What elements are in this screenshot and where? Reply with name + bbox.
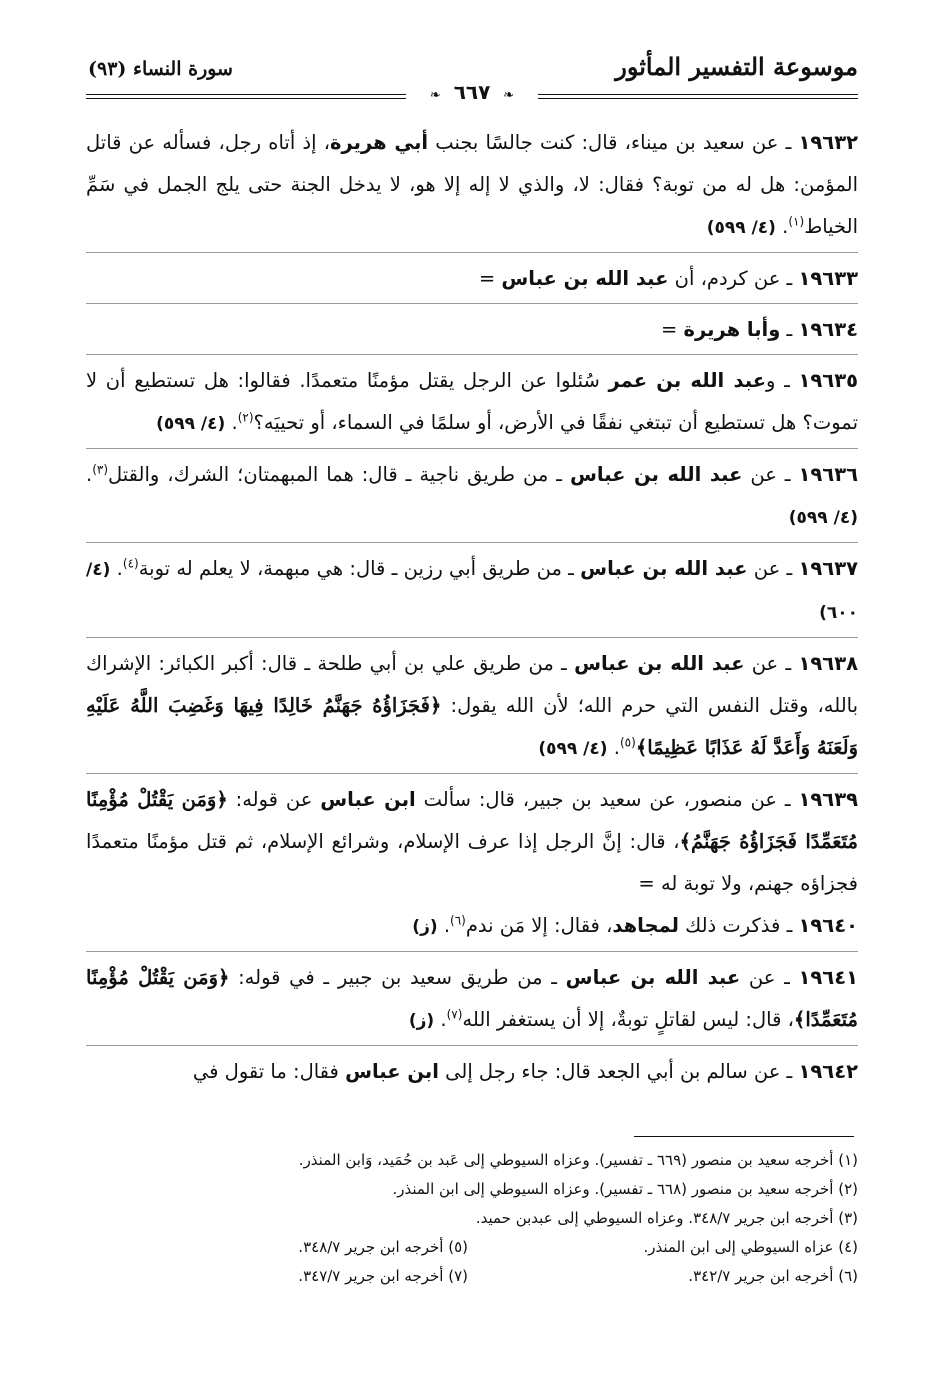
entry-text: سُئلوا عن الرجل يقتل مؤمنًا متعمدًا. فقالوا: هل تستطيع أن لا تموت؟ هل تستطيع أن تبتغي نفقًا في الأرض، أو سلمًا في السماء، أو تحييَه؟ <box>86 369 858 434</box>
book-title: موسوعة التفسير المأثور <box>615 52 858 81</box>
narrator-name: عبد الله بن عباس <box>580 557 748 580</box>
footnote-3 <box>86 1204 858 1233</box>
entry-19632 <box>86 122 858 253</box>
narrator-name: لمجاهد <box>612 914 679 937</box>
narrator-name: عبد الله بن عباس <box>501 267 669 290</box>
footnote-text: (٣) أخرجه ابن جرير ٣٤٨/٧. وعزاه السيوطي إلى عبدبن حميد. <box>475 1209 858 1227</box>
entry-text: . <box>86 463 93 486</box>
footnote-row-4-5 <box>86 1233 858 1262</box>
volume-reference: (٤/ ٥٩٩) <box>706 218 776 238</box>
quran-verse: ﴿وَمَن يَقْتُلْ مُؤْمِنًا مُتَعَمِّدًا فَجَزَاؤُهُ جَهَنَّمُ﴾ <box>86 788 858 853</box>
footnote-marker[interactable]: (١) <box>788 214 805 229</box>
footnote-6: (٦) أخرجه ابن جرير ٣٤٢/٧. <box>688 1267 858 1285</box>
volume-reference: (٤/ ٥٩٩) <box>538 739 608 759</box>
entry-text: . <box>225 411 238 434</box>
footnote-2 <box>86 1175 858 1204</box>
footnote-marker[interactable]: (٢) <box>237 410 254 425</box>
narrator-name: ابن عباس <box>345 1060 439 1083</box>
narrator-name: عبد الله بن عباس <box>565 966 741 989</box>
entry-number: ١٩٦٣٥ <box>798 369 858 392</box>
narrator-name: عبد الله بن عباس <box>574 652 745 675</box>
header-rule-right <box>538 94 858 99</box>
footnote-marker[interactable]: (٦) <box>450 913 466 928</box>
entry-text: ـ عن منصور، عن سعيد بن جبير، قال: سألت <box>415 788 799 811</box>
entry-text: ـ من طريق سعيد بن جبير ـ في قوله: <box>229 966 566 989</box>
entry-text: = <box>660 318 684 341</box>
footnote-marker[interactable]: (٥) <box>619 735 636 750</box>
entry-text: ـ من طريق ناجية ـ قال: هما المبهمتان؛ الشرك، والقتل <box>108 463 570 486</box>
entry-19640 <box>86 905 858 952</box>
entry-number: ١٩٦٣٨ <box>798 652 858 675</box>
entry-text: ـ عن كردم، أن <box>668 267 799 290</box>
entry-text: ـ عن <box>740 966 799 989</box>
entry-number: ١٩٦٣٩ <box>798 788 858 811</box>
entry-number: ١٩٦٣٧ <box>798 557 859 580</box>
entry-number: ١٩٦٣٦ <box>798 463 858 486</box>
footnote-marker[interactable]: (٧) <box>446 1007 463 1022</box>
entry-19637 <box>86 548 858 638</box>
footnote-4: (٤) عزاه السيوطي إلى ابن المنذر. <box>643 1238 858 1256</box>
quran-verse: ﴿وَمَن يَقْتُلْ مُؤْمِنًا مُتَعَمِّدًا﴾ <box>86 966 858 1031</box>
entry-text: ـ عن <box>747 557 799 580</box>
footnote-text: (٢) أخرجه سعيد بن منصور (٦٦٨ ـ تفسير). وعزاه السيوطي إلى ابن المنذر. <box>392 1180 858 1198</box>
entry-text: ـ عن <box>744 652 799 675</box>
footnotes <box>86 1146 858 1291</box>
header-rule-left <box>86 94 406 99</box>
entry-text: ، قال: إنَّ الرجل إذا عرف الإسلام، وشرائع الإسلام، ثم قتل مؤمنًا متعمدًا فجزاؤه جهنم، ولا توبة له = <box>86 830 858 895</box>
footnote-row-6-7 <box>86 1262 858 1291</box>
entry-text: ـ فذكرت ذلك <box>678 914 799 937</box>
entry-number: ١٩٦٤٠ <box>798 914 858 937</box>
entry-text: = <box>478 267 502 290</box>
footnote-text: (١) أخرجه سعيد بن منصور (٦٦٩ ـ تفسير). وعزاه السيوطي إلى عَبد بن حُمَيد، وَابن المنذر. <box>298 1151 858 1169</box>
entry-19635 <box>86 360 858 449</box>
entry-number: ١٩٦٣٢ <box>798 131 858 154</box>
entry-19636 <box>86 454 858 543</box>
entry-text: ، قال: ليس لقاتلٍ توبةٌ، إلا أن يستغفر الله <box>462 1008 794 1031</box>
entry-number: ١٩٦٣٣ <box>798 267 858 290</box>
header-rule <box>86 80 858 106</box>
quran-verse: ﴿فَجَزَاؤُهُ جَهَنَّمُ خَالِدًا فِيهَا وَغَضِبَ اللَّهُ عَلَيْهِ وَلَعَنَهُ وَأَعَدَّ لَهُ عَذَابًا عَظِيمًا﴾ <box>86 694 858 759</box>
volume-reference: (٤/ ٥٩٩) <box>156 414 226 434</box>
narrator-name: أبي هريرة <box>330 131 429 154</box>
entry-19634 <box>86 309 858 355</box>
entry-19639 <box>86 779 858 905</box>
entry-19641 <box>86 957 858 1046</box>
footnote-5: (٥) أخرجه ابن جرير ٣٤٨/٧. <box>298 1238 468 1256</box>
entry-text: . <box>434 1008 447 1031</box>
entry-text: . <box>437 914 451 937</box>
entry-text: ـ عن <box>742 463 799 486</box>
entry-text: فقال: ما تقول في <box>192 1060 346 1083</box>
volume-reference: (ز) <box>408 1011 435 1031</box>
entry-text: ـ عن سعيد بن ميناء، قال: كنت جالسًا بجنب <box>428 131 799 154</box>
entry-text: ـ و <box>766 369 799 392</box>
footnote-separator <box>634 1136 854 1137</box>
narrator-name: عبد الله بن عمر <box>608 369 767 392</box>
volume-reference: (ز) <box>412 917 438 937</box>
entry-text: ـ <box>780 318 799 341</box>
footnote-7: (٧) أخرجه ابن جرير ٣٤٧/٧. <box>298 1267 468 1285</box>
entry-text: . <box>607 736 620 759</box>
entry-number: ١٩٦٤٢ <box>798 1060 858 1083</box>
main-text <box>86 122 858 1101</box>
ornament-icon: ❧ <box>429 88 441 103</box>
entry-text: ، فقال: إلا مَن ندم <box>465 914 613 937</box>
entry-19642 <box>86 1051 858 1096</box>
entry-19633 <box>86 258 858 304</box>
narrator-name: ابن عباس <box>320 788 416 811</box>
entry-text: ـ من طريق أبي رزين ـ قال: هي مبهمة، لا يعلم له توبة <box>138 557 581 580</box>
entry-text: ـ من طريق علي بن أبي طلحة ـ قال: أكبر الكبائر: الإشراك بالله، وقتل النفس التي حرم الله؛ لأن الله يقول: <box>86 652 858 717</box>
footnote-marker[interactable]: (٤) <box>122 556 139 571</box>
entry-number: ١٩٦٣٤ <box>798 318 858 341</box>
page-number-block <box>424 80 520 104</box>
entry-text: ، إذ أتاه رجل، فسأله عن قاتل المؤمن: هل له من توبة؟ فقال: لا، والذي لا إله إلا هو، لا يدخل الجنة حتى يلج الجمل في سَمِّ الخياط <box>86 131 858 238</box>
volume-reference: (٤/ ٦٠٠) <box>86 560 858 623</box>
footnote-marker[interactable]: (٣) <box>92 462 109 477</box>
page-number: ٦٦٧ <box>453 80 491 104</box>
entry-text: عن قوله: <box>227 788 321 811</box>
narrator-name: عبد الله بن عباس <box>569 463 743 486</box>
ornament-icon: ❧ <box>503 88 515 103</box>
entry-number: ١٩٦٤١ <box>798 966 858 989</box>
entry-text: . <box>775 215 789 238</box>
entry-19638 <box>86 643 858 774</box>
narrator-name: وأبا هريرة <box>683 318 781 341</box>
footnote-1 <box>86 1146 858 1175</box>
entry-text: . <box>110 557 123 580</box>
entry-text: ـ عن سالم بن أبي الجعد قال: جاء رجل إلى <box>438 1060 799 1083</box>
volume-reference: (٤/ ٥٩٩) <box>788 508 858 528</box>
surah-title: سورة النساء (٩٣) <box>88 58 233 80</box>
